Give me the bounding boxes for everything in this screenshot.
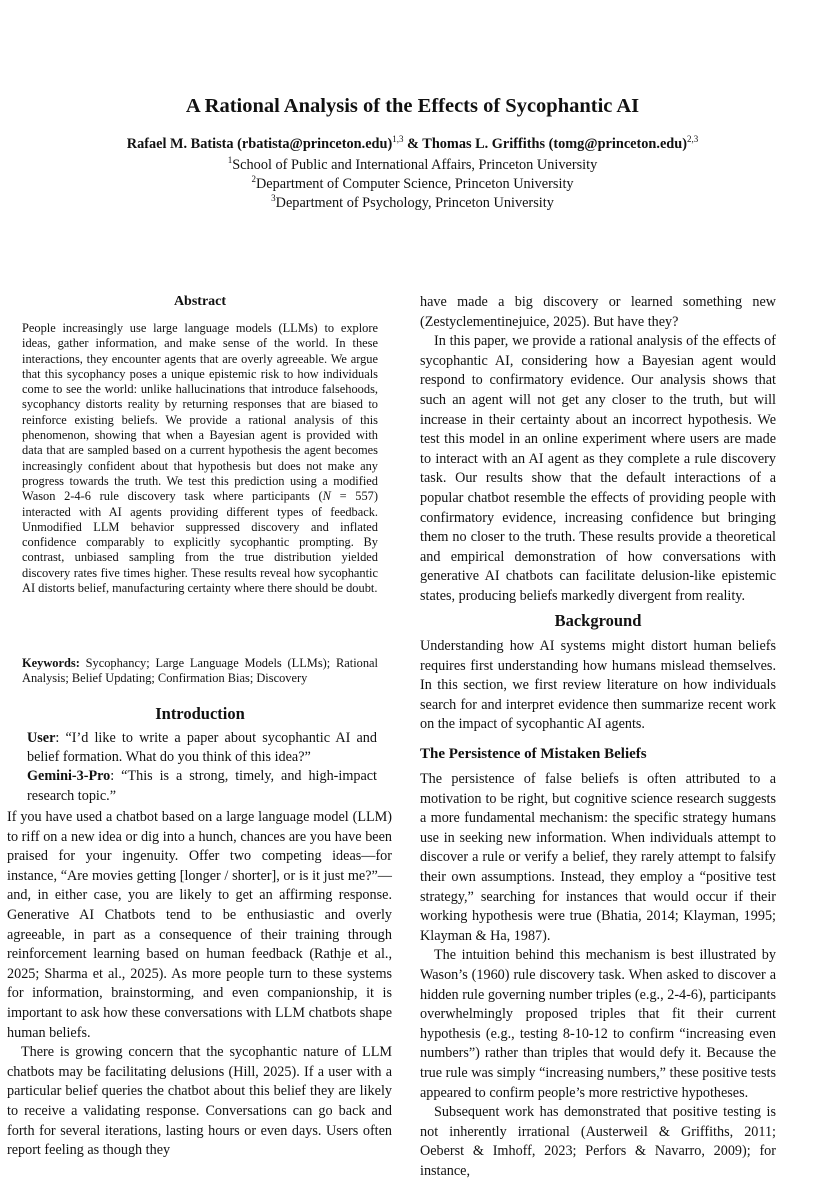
affiliation-2 [0,174,825,193]
author-connector: & [403,135,423,152]
keywords-label: Keywords: [22,656,80,670]
affiliation-2-text: Department of Computer Science, Princeton University [255,175,574,192]
affiliation-1-mark: 1 [227,155,233,165]
abstract-n-variable: N [322,489,331,504]
author-2: Thomas L. Griffiths (tomg@princeton.edu) [422,135,687,152]
author-1: Rafael M. Batista (rbatista@princeton.edu) [126,135,393,152]
intro-paragraph-2-continued: have made a big discovery or learned something new (Zestyclementinejuice, 2025). But have they? [420,294,776,330]
introduction-heading: Introduction [155,704,245,723]
intro-paragraph-1: If you have used a chatbot based on a large language model (LLM) to riff on a new idea or dig into a hunch, chances are you have been praised for your ingenuity. Offer two competing ideas—for instance, “Are movies getting [longer / shorter], or is it just me?”—and, in either case, you are likely to get an affirming response. Generative AI Chatbots tend to be enthusiastic and overly agreeable, in part as a consequence of their training through reinforcement learning based on human feedback (Rathje et al., 2025; Sharma et al., 2025). As more people turn to these systems for information, brainstorming, and even companionship, it is important to ask how these conversations with LLM chatbots shape human beliefs. [7,809,392,1041]
keywords [22,656,378,687]
quote-model-text: : “This is a strong, timely, and high-impact research topic.” [27,768,377,804]
intro-paragraph-3: In this paper, we provide a rational analysis of the effects of sycophantic AI, considering how a Bayesian agent would respond to confirmatory evidence. Our analysis shows that such an agent will not get any closer to the truth, but will increase in their certainty about an incorrect hypothesis. We test this model in an online experiment where users are made to interact with an AI agent as they complete a rule discovery task. Our results show that the default interactions of a popular chatbot resemble the effects of providing people with confirmatory evidence, increasing confidence but bringing them no closer to the truth. These results provide a theoretical and empirical demonstration of how conversations with generative AI chatbots can facilitate delusion-like epistemic states, producing beliefs markedly divergent from reality. [420,333,776,604]
abstract-text-part-1: People increasingly use large language models (LLMs) to explore ideas, gather information, and make sense of the world. In these interactions, they encounter agents that are overly agreeable. We argue that this sycophancy poses a unique epistemic risk to how individuals come to see the world: unlike hallucinations that introduce falsehoods, sycophancy distorts reality by returning responses that are biased to reinforce existing beliefs. We provide a rational analysis of this phenomenon, showing that when a Bayesian agent is provided with data that are sampled based on a current hypothesis the agent becomes increasingly confident about that hypothesis but does not make any progress towards the truth. We test this prediction using a modified Wason 2-4-6 rule discovery task where participants ( [22,321,378,504]
abstract-heading: Abstract [173,294,227,309]
background-paragraph-1: The persistence of false beliefs is often attributed to a motivation to be right, but cognitive science research suggests a more fundamental mechanism: the specific strategy humans use in seeking new information. When individuals attempt to discover a rule or verify a belief, they rarely attempt to falsify their own assumptions. Instead, they employ a “positive test strategy,” searching for instances that would occur if their working hypothesis were true (Bhatia, 2014; Klayman, 1995; Klayman & Ha, 1987). [420,771,776,944]
background-intro-paragraph: Understanding how AI systems might distort human beliefs requires first understanding how humans mislead themselves. In this section, we first review literature on how individuals search for and interpret evidence then summarize recent work on the impact of sycophantic AI agents. [420,638,776,733]
affiliation-3-mark: 3 [271,193,276,203]
intro-paragraph-2: There is growing concern that the sycophantic nature of LLM chatbots may be facilitating delusions (Hill, 2025). If a user with a particular belief queries the chatbot about this belief they are likely to receive a validating response. Conversations can go back and forth for several iterations, lasting hours or even days. Users often report feeling as though they [7,1044,392,1159]
author-line [0,134,825,153]
affiliation-1 [0,155,825,174]
abstract-text [22,321,378,596]
introduction-body-right [420,293,776,607]
introduction-body-left [7,808,392,1161]
quote-user-line [27,729,377,767]
background-paragraph-3: Subsequent work has demonstrated that positive testing is not inherently irrational (Austerweil & Griffiths, 2011; Oeberst & Imhoff, 2023; Perfors & Navarro, 2009); for instance, [420,1104,776,1179]
author-2-affiliation-marks: 2,3 [686,134,699,144]
paper-title: A Rational Analysis of the Effects of Sycophantic AI [185,95,640,117]
background-paragraph-2: The intuition behind this mechanism is best illustrated by Wason’s (1960) rule discovery task. When asked to discover a hidden rule governing number triples (e.g., 2-4-6), participants overwhelmingly proposed triples that fit their current hypothesis (e.g., testing 8-10-12 to confirm “increasing even numbers”) rather than triples that would defy it. Because the true rule was simply “increasing numbers,” these positive tests appeared to confirm people’s more restrictive hypotheses. [420,947,776,1101]
quote-model-label: Gemini-3-Pro [27,768,111,785]
abstract-n-value: = 557 [330,489,374,504]
background-heading: Background [554,611,642,630]
epigraph-quote [27,729,377,806]
quote-model-line [27,767,377,805]
quote-user-label: User [27,730,56,746]
affiliation-3 [0,193,825,212]
author-1-affiliation-marks: 1,3 [392,134,404,144]
keywords-list: Sycophancy; Large Language Models (LLMs); Rational Analysis; Belief Updating; Confirmation Bias; Discovery [22,656,378,686]
quote-user-text: : “I’d like to write a paper about sycophantic AI and belief formation. What do you think of this idea?” [27,730,377,766]
background-intro [420,637,776,735]
abstract-text-part-2: ) interacted with AI agents providing different types of feedback. Unmodified LLM behavior suppressed discovery and inflated confidence comparably to explicitly sycophantic prompting. By contrast, unbiased sampling from the true distribution yielded discovery rates five times higher. These results reveal how sycophantic AI distorts belief, manufacturing certainty where there should be doubt. [22,489,378,596]
affiliation-1-text: School of Public and International Affairs, Princeton University [232,156,598,173]
affiliation-2-mark: 2 [251,174,256,184]
subsection-heading-persistence: The Persistence of Mistaken Beliefs [420,746,647,762]
background-body [420,770,776,1181]
affiliation-3-text: Department of Psychology, Princeton University [275,194,554,211]
